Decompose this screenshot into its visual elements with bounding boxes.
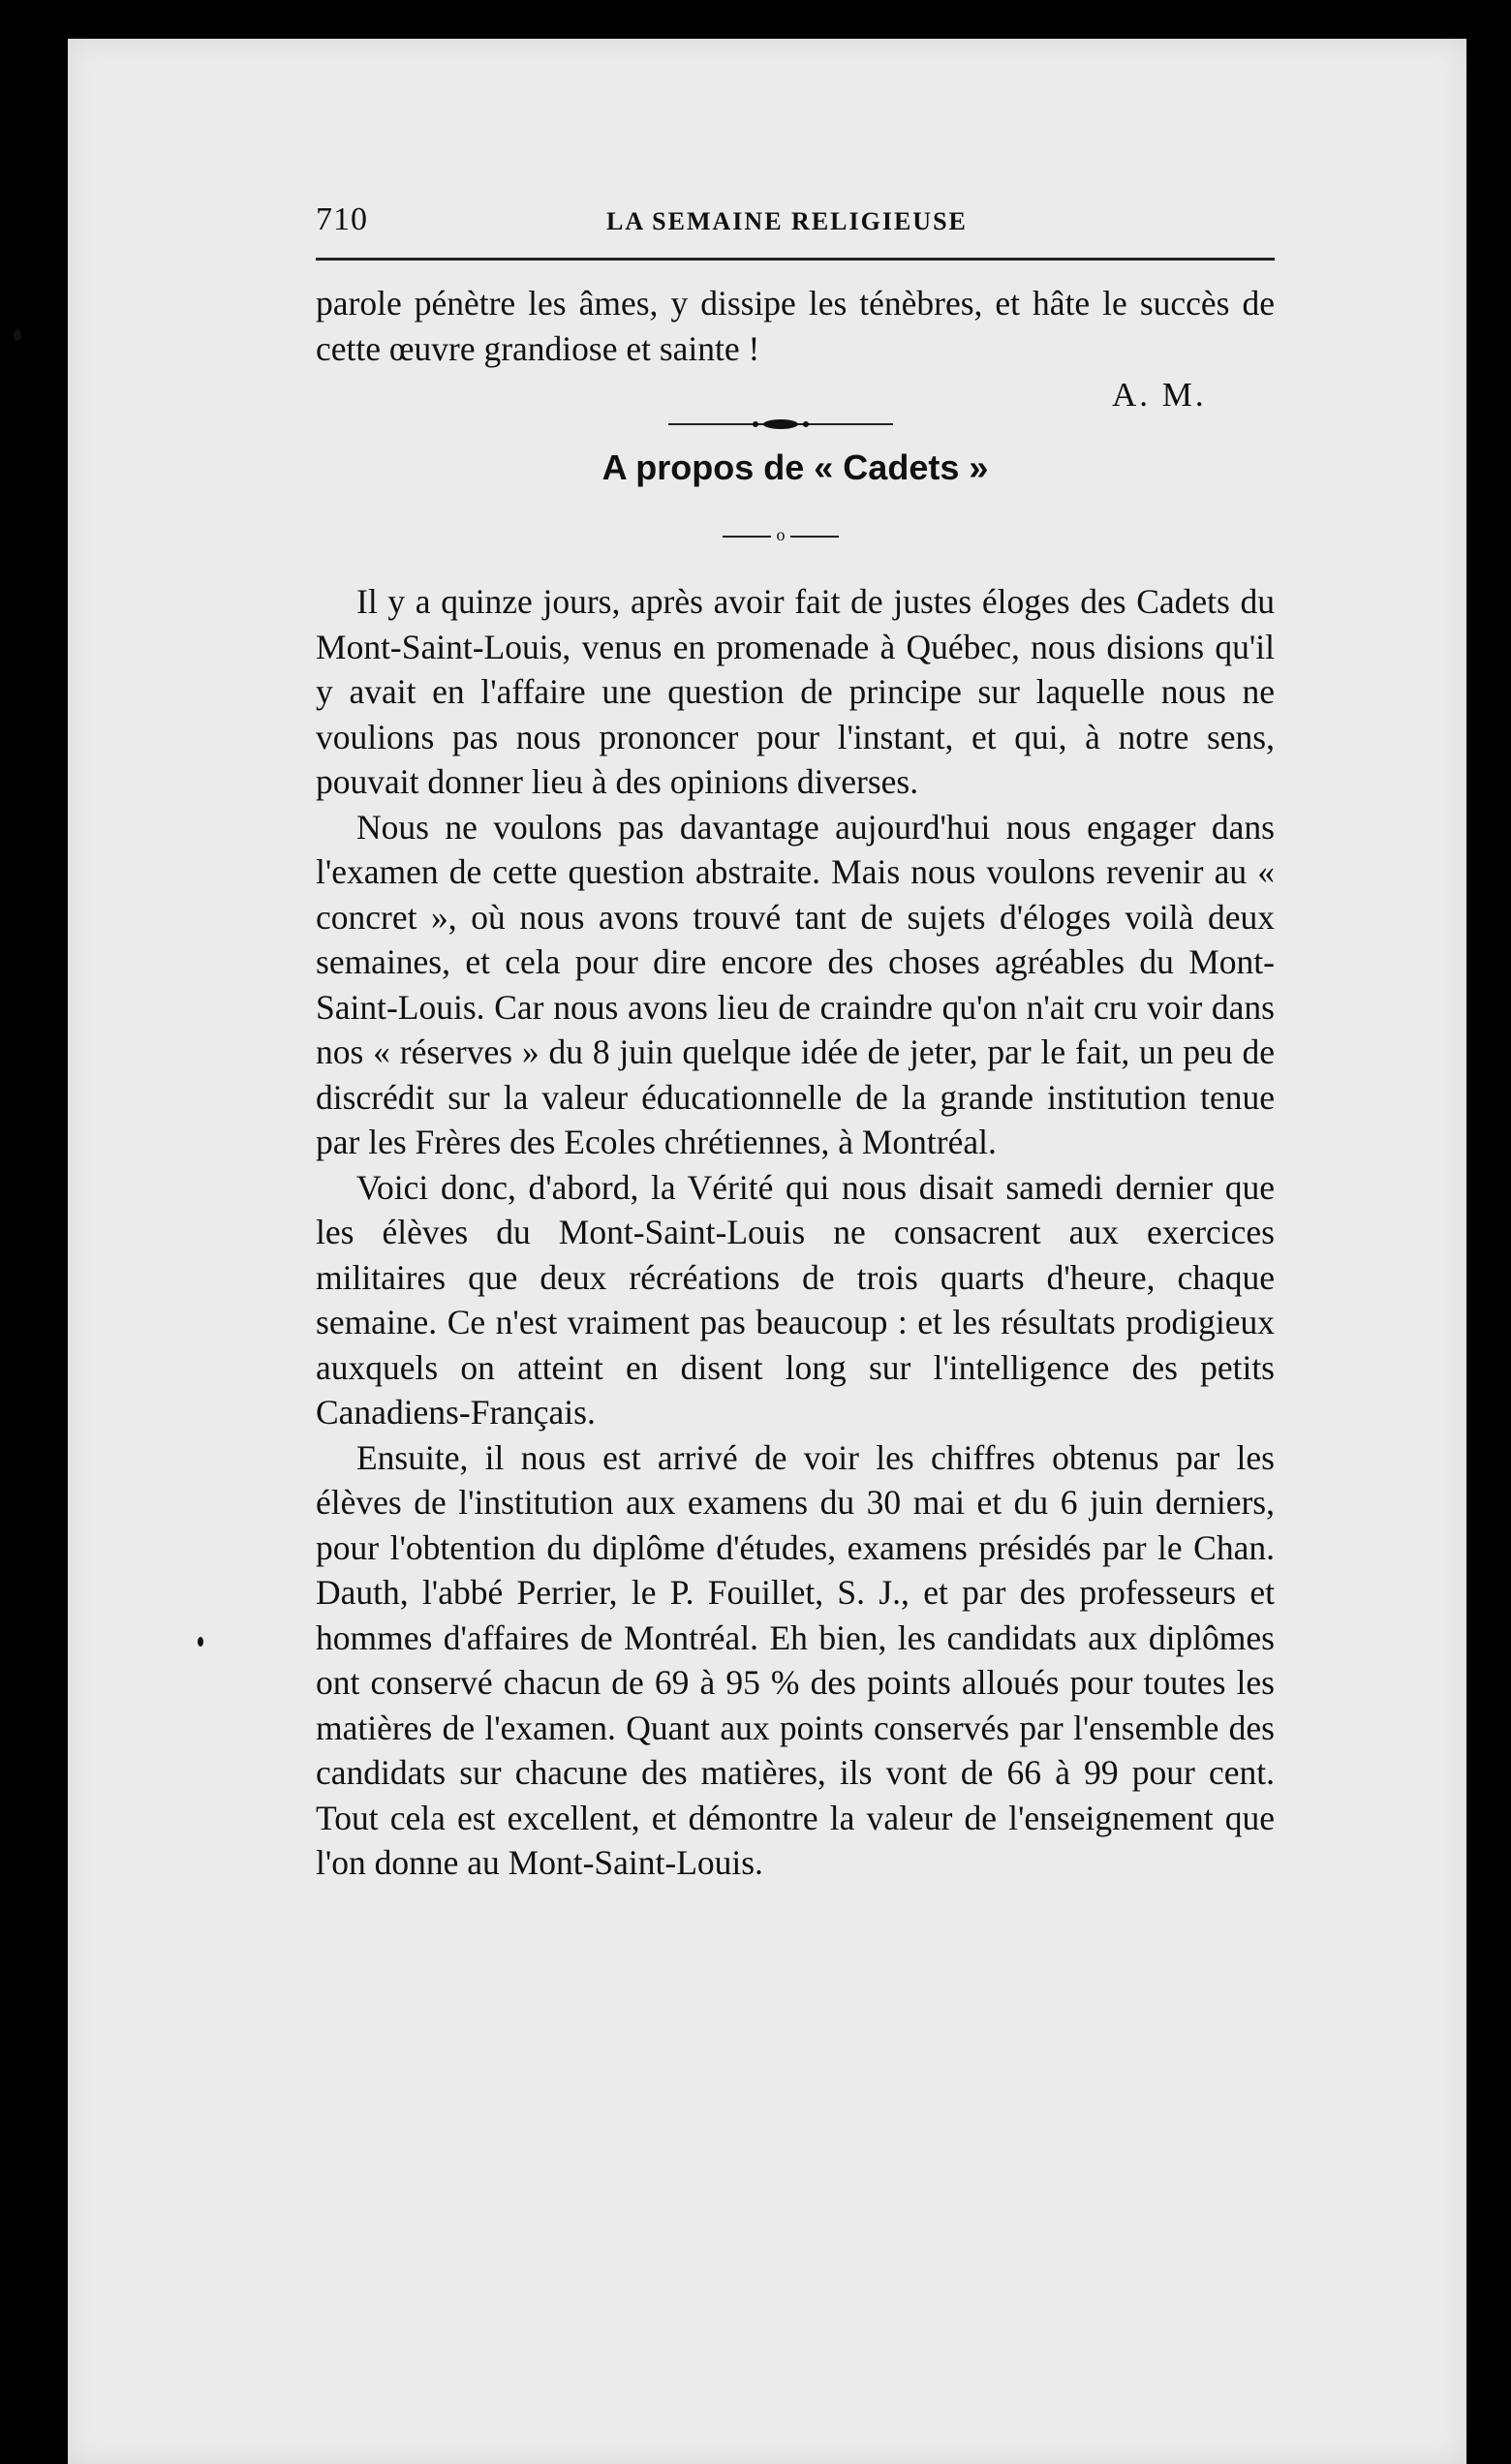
article-body — [316, 579, 1275, 1886]
intro-text: parole pénètre les âmes, y dissipe les ténèbres, et hâte le succès de cette œuvre grandiose et sainte ! — [316, 284, 1275, 368]
signature: A. M. — [1112, 376, 1207, 414]
scan-border — [1466, 0, 1511, 2464]
article-title: A propos de « Cadets » — [601, 447, 989, 487]
paragraph-2: Nous ne voulons pas davantage aujourd'hui nous engager dans l'examen de cette question abstraite. Mais nous voulons revenir au « concret », où nous avons trouvé tant de sujets d'éloges voilà deux semaines, et cela pour dire encore des choses agréables du Mont-Saint-Louis. Car nous avons lieu de craindre qu'on n'ait cru voir dans nos « réserves » du 8 juin quelque idée de jeter, par le fait, un peu de discrédit sur la valeur éducationnelle de la grande institution tenue par les Frères des Ecoles chrétiennes, à Montréal. — [316, 807, 1275, 1161]
page-number: 710 — [316, 201, 368, 237]
header-rule — [316, 258, 1275, 261]
paragraph-3: Voici donc, d'abord, la Vérité qui nous disait samedi dernier que les élèves du Mont-Saint-Louis ne consacrent aux exercices militaires que deux récréations de trois quarts d'heure, chaque semaine. Ce n'est vraiment pas beaucoup : et les résultats prodigieux auxquels on atteint en disent long sur l'intelligence des petits Canadiens-Français. — [316, 1167, 1275, 1432]
scan-speck — [14, 329, 21, 341]
running-head: LA SEMAINE RELIGIEUSE — [606, 207, 968, 235]
separator-line-right — [790, 536, 839, 538]
intro-paragraph — [316, 281, 1275, 371]
separator-mark: o — [776, 525, 786, 544]
paragraph-1: Il y a quinze jours, après avoir fait de justes éloges des Cadets du Mont-Saint-Louis, venus en promenade à Québec, nous disions qu'il y avait en l'affaire une question de principe sur laquelle nous ne voulions pas nous prononcer pour l'instant, et qui, à notre sens, pouvait donner lieu à des opinions diverses. — [316, 582, 1275, 801]
page-header — [316, 201, 1275, 240]
small-separator — [723, 525, 839, 544]
scan-speck — [198, 1637, 203, 1647]
paragraph-4: Ensuite, il nous est arrivé de voir les chiffres obtenus par les élèves de l'institution aux examens du 30 mai et du 6 juin derniers, pour l'obtention du diplôme d'études, examens présidés par le Chan. Dauth, l'abbé Perrier, le P. Fouillet, S. J., et par des professeurs et hommes d'affaires de Montréal. Eh bien, les candidats aux diplômes ont conservé chacun de 69 à 95 % des points alloués pour toutes les matières de l'examen. Quant aux points conservés par l'ensemble des candidats sur chacune des matières, ils vont de 66 à 99 pour cent. Tout cela est excellent, et démontre la valeur de l'enseignement que l'on donne au Mont-Saint-Louis. — [316, 1437, 1275, 1882]
separator-line-left — [723, 536, 771, 538]
ornament-divider — [668, 418, 893, 430]
